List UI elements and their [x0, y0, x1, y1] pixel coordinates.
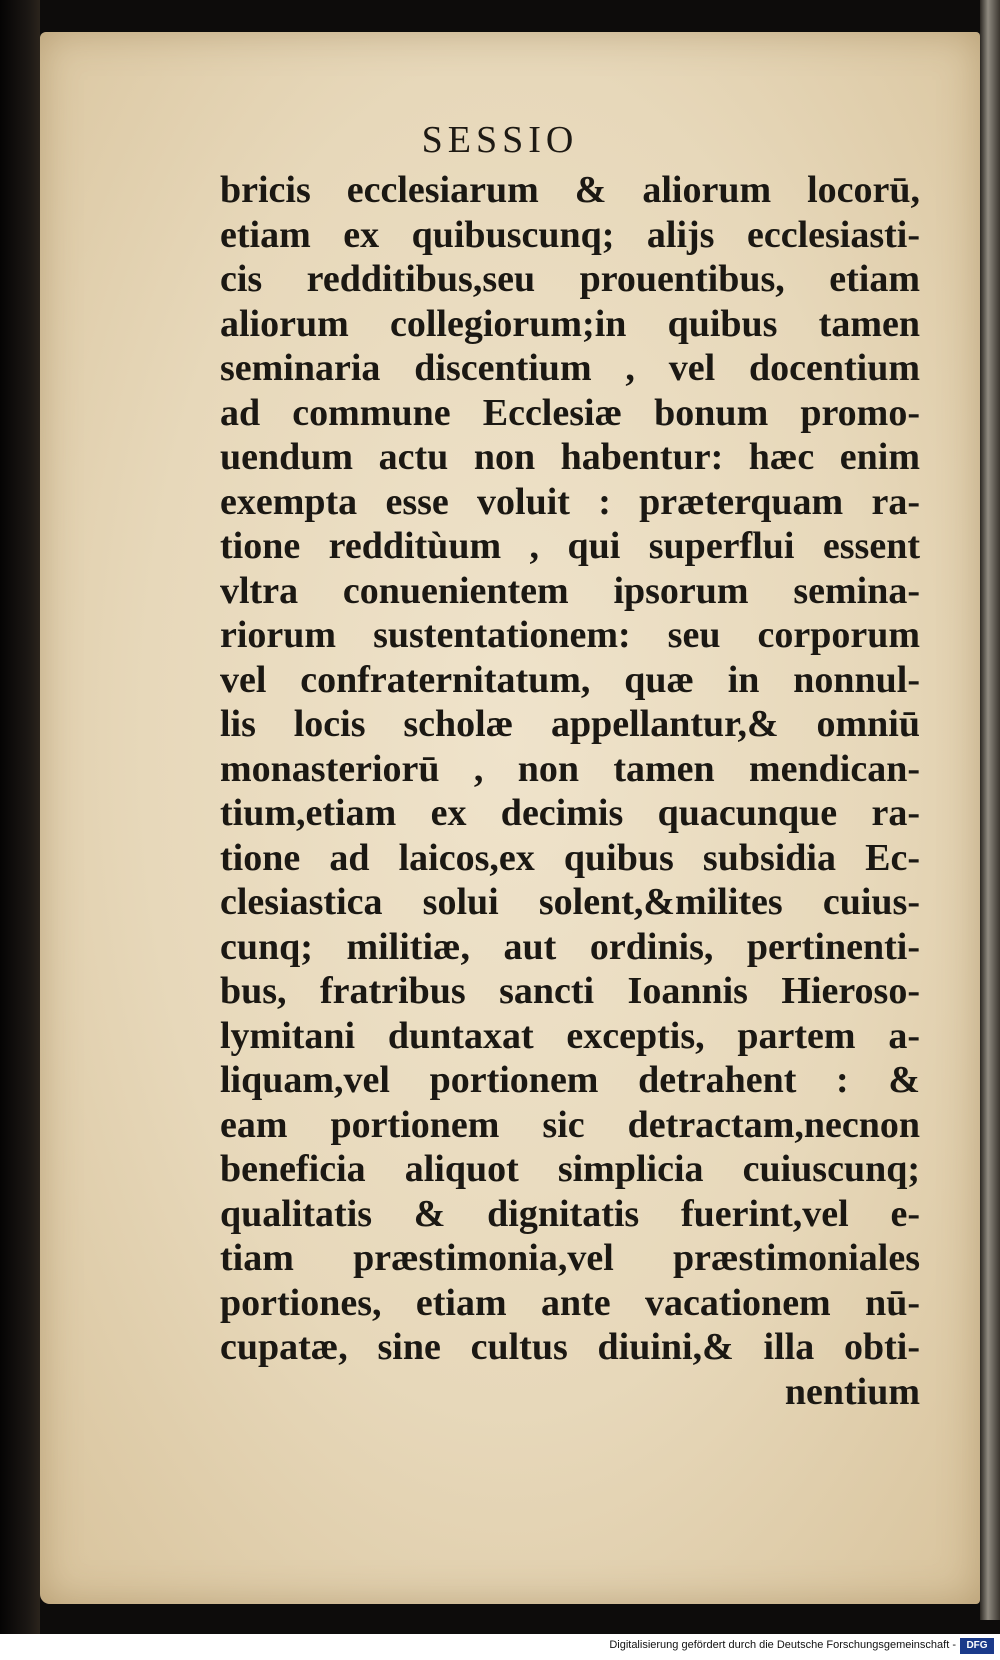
text-line: aliorum collegiorum;in quibus tamen	[220, 302, 920, 345]
text-line: beneficia aliquot simplicia cuiuscunq;	[220, 1148, 920, 1190]
text-line: seminaria discentium , vel docentium	[220, 347, 920, 389]
text-line: cupatæ, sine cultus diuini,& illa obti-	[220, 1326, 920, 1368]
text-line: lymitani duntaxat exceptis, partem a-	[220, 1014, 920, 1057]
text-line: tium,etiam ex decimis quacunque ra-	[220, 792, 920, 834]
dfg-logo: DFG	[960, 1638, 994, 1654]
text-line: tione ad laicos,ex quibus subsidia Ec-	[220, 836, 920, 879]
book-spine-shadow	[0, 0, 40, 1660]
text-line: cis redditibus,seu prouentibus, etiam	[220, 258, 920, 300]
page-edge	[980, 0, 1000, 1620]
text-line: etiam ex quibuscunq; alijs ecclesiasti-	[220, 213, 920, 256]
text-line: liquam,vel portionem detrahent : &	[220, 1059, 920, 1101]
body-text	[220, 168, 920, 1414]
text-line: ad commune Ecclesiæ bonum promo-	[220, 391, 920, 434]
text-line: cunq; militiæ, aut ordinis, pertinenti-	[220, 925, 920, 968]
text-line: riorum sustentationem: seu corporum	[220, 614, 920, 656]
text-line: vel confraternitatum, quæ in nonnul-	[220, 658, 920, 701]
running-title: SESSIO	[421, 119, 579, 161]
footer-bar	[0, 1634, 1000, 1660]
text-line: portiones, etiam ante vacationem nū-	[220, 1281, 920, 1324]
text-line: lis locis scholæ appellantur,& omniū	[220, 703, 920, 745]
text-line: bricis ecclesiarum & aliorum locorū,	[220, 169, 920, 211]
text-line: qualitatis & dignitatis fuerint,vel e-	[220, 1192, 920, 1235]
funding-credit: Digitalisierung gefördert durch die Deutsche Forschungsgemeinschaft -	[609, 1639, 956, 1651]
text-line: tione redditùum , qui superflui essent	[220, 525, 920, 567]
text-line: monasteriorū , non tamen mendican-	[220, 747, 920, 790]
text-line: vltra conuenientem ipsorum semina-	[220, 569, 920, 612]
text-line: uendum actu non habentur: hæc enim	[220, 436, 920, 478]
text-line: bus, fratribus sancti Ioannis Hieroso-	[220, 970, 920, 1012]
text-line: exempta esse voluit : præterquam ra-	[220, 480, 920, 523]
text-line: clesiastica solui solent,&milites cuius-	[220, 881, 920, 923]
text-line: tiam præstimonia,vel præstimoniales	[220, 1237, 920, 1279]
catchword: nentium	[784, 1370, 920, 1413]
text-line: eam portionem sic detractam,necnon	[220, 1103, 920, 1146]
